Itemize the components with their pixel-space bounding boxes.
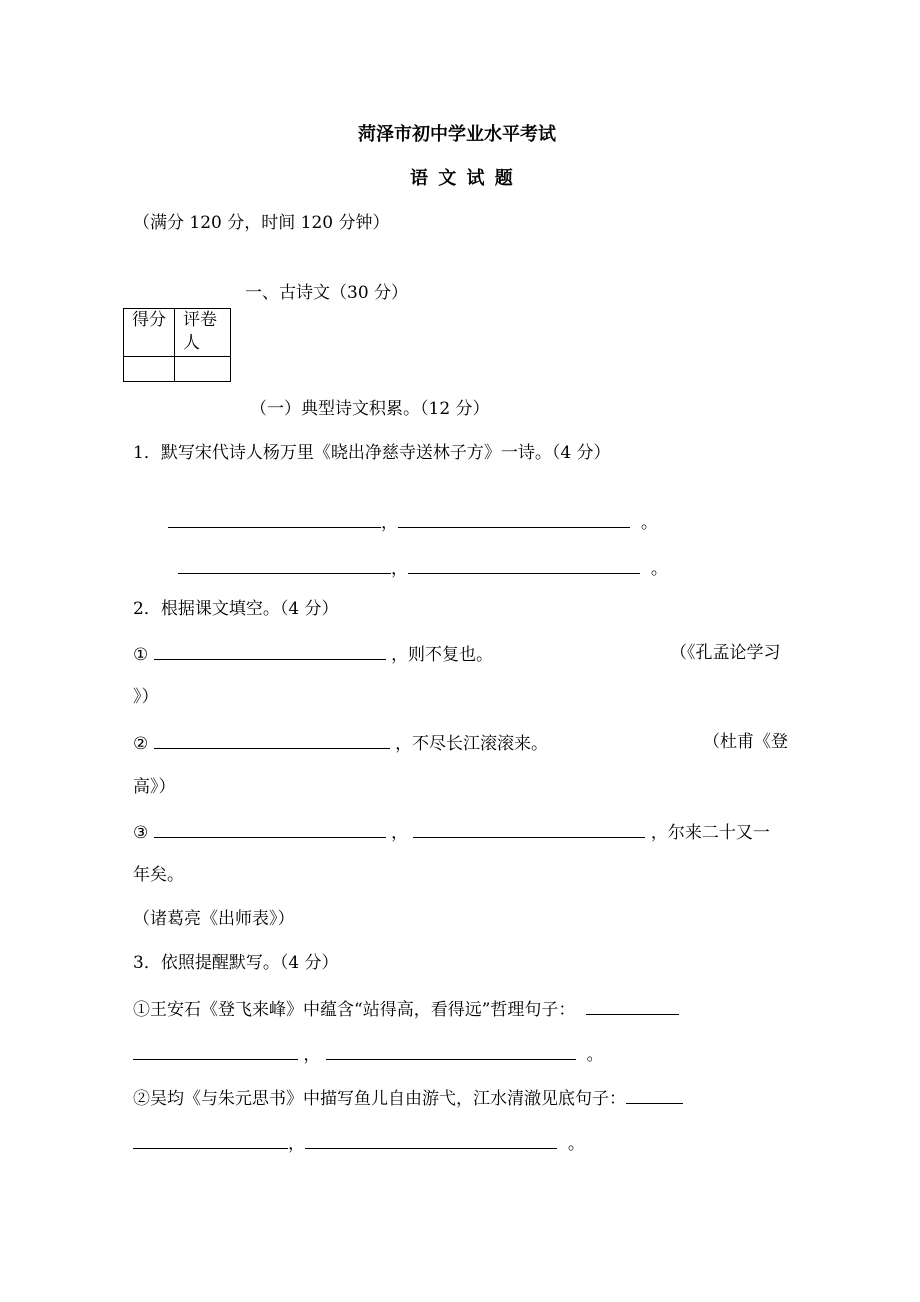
grader-cell[interactable] xyxy=(175,357,231,382)
score-label: 得分 xyxy=(124,309,175,357)
q2-item-1-source: （《孔孟论学习 xyxy=(670,643,781,663)
answer-blank[interactable] xyxy=(154,820,386,838)
q3-prompt: 3．依照提醒默写。（4 分） xyxy=(133,953,339,973)
answer-blank[interactable] xyxy=(398,510,630,528)
period: 。 xyxy=(586,1045,604,1065)
q2-item-2-source: （杜甫《登 xyxy=(703,732,788,752)
q1-line-1 xyxy=(168,510,658,534)
score-cell[interactable] xyxy=(124,357,175,382)
q3-item-1 xyxy=(133,997,679,1021)
section-heading: 一、古诗文（30 分） xyxy=(245,283,409,303)
answer-blank[interactable] xyxy=(586,997,679,1015)
item-text: ②吴均《与朱元思书》中描写鱼儿自由游弋，江水清澈见底句子： xyxy=(133,1089,626,1109)
answer-blank[interactable] xyxy=(154,642,386,660)
comma: ， xyxy=(381,513,398,533)
q3-item-2 xyxy=(133,1086,683,1110)
comma: ， xyxy=(288,1134,305,1154)
item-text: ，尔来二十又一 xyxy=(650,823,770,843)
q2-prompt: 2．根据课文填空。（4 分） xyxy=(133,599,339,619)
period: 。 xyxy=(650,559,668,579)
q2-item-3-source: （诸葛亮《出师表》） xyxy=(133,909,295,929)
comma: ， xyxy=(303,1045,321,1065)
item-text: ，则不复也。 xyxy=(391,645,494,665)
q2-item-2-source-end: 高》） xyxy=(133,777,176,797)
item-text: ①王安石《登飞来峰》中蕴含“站得高，看得远”哲理句子： xyxy=(133,1000,576,1020)
score-table xyxy=(123,308,231,382)
answer-blank[interactable] xyxy=(326,1042,576,1060)
answer-blank[interactable] xyxy=(133,1131,288,1149)
answer-blank[interactable] xyxy=(305,1131,557,1149)
q2-item-2 xyxy=(133,731,548,755)
q3-item-2-line xyxy=(133,1131,585,1155)
q2-item-3-cont: 年矣。 xyxy=(133,865,184,885)
grader-label: 评卷人 xyxy=(175,309,231,357)
subject-title: 语 文 试 题 xyxy=(410,168,513,189)
item-number: ① xyxy=(133,645,149,665)
exam-note: （满分 120 分，时间 120 分钟） xyxy=(133,213,390,233)
answer-blank[interactable] xyxy=(154,731,390,749)
q2-item-1-source-end: 》） xyxy=(133,687,159,707)
answer-blank[interactable] xyxy=(626,1086,683,1104)
period: 。 xyxy=(640,513,658,533)
exam-title: 菏泽市初中学业水平考试 xyxy=(358,124,556,145)
comma: ， xyxy=(391,559,408,579)
q1-prompt: 1．默写宋代诗人杨万里《晓出净慈寺送林子方》一诗。（4 分） xyxy=(133,443,611,463)
item-text: ，不尽长江滚滚来。 xyxy=(395,734,549,754)
q3-item-1-line xyxy=(133,1042,604,1066)
q2-item-1 xyxy=(133,642,493,666)
item-number: ② xyxy=(133,734,149,754)
answer-blank[interactable] xyxy=(413,820,645,838)
comma: ， xyxy=(391,823,409,843)
q1-line-2 xyxy=(178,556,668,580)
period: 。 xyxy=(567,1134,585,1154)
answer-blank[interactable] xyxy=(168,510,381,528)
answer-blank[interactable] xyxy=(408,556,640,574)
part-heading: （一）典型诗文积累。（12 分） xyxy=(250,399,490,419)
item-number: ③ xyxy=(133,823,149,843)
answer-blank[interactable] xyxy=(133,1042,298,1060)
q2-item-3 xyxy=(133,820,770,844)
answer-blank[interactable] xyxy=(178,556,391,574)
